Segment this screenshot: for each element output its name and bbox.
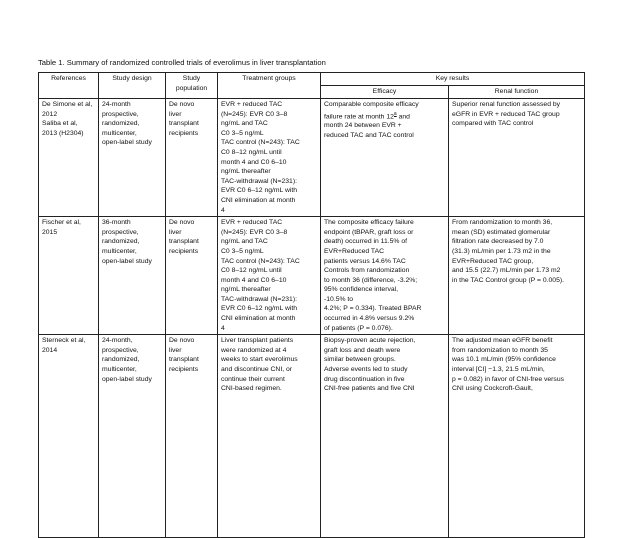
cell-line: 24-month <box>102 101 131 108</box>
cell-line: open-label study <box>102 375 152 383</box>
cell-line: month 24 between EVR + <box>324 122 402 130</box>
cell-line: Saliba et al, <box>42 120 78 128</box>
cell-line: TAC control (N=243): TAC <box>221 257 300 265</box>
cell-line: 2015 <box>42 228 58 236</box>
cell-line: The adjusted mean eGFR benefit <box>452 337 553 345</box>
cell-line: TAC control (N=243): TAC <box>221 139 300 147</box>
cell-line: randomized, <box>102 356 140 364</box>
cell-line: randomized, <box>102 238 140 246</box>
cell-line: CNI elimination at month <box>221 196 296 204</box>
cell-design <box>99 335 166 538</box>
cell-line: recipients <box>169 247 199 255</box>
cell-line: were randomized at 4 <box>221 346 287 354</box>
cell-line: De Simone et al, <box>42 101 93 108</box>
cell-line: De novo <box>169 337 195 345</box>
cell-line: graft loss and death were <box>324 346 401 354</box>
header-study-design: Study design <box>99 73 166 99</box>
cell-line: 2012 <box>42 110 58 118</box>
cell-line: EVR+Reduced TAC group, <box>452 257 534 265</box>
cell-line: open-label study <box>102 139 152 147</box>
cell-line-text: and <box>396 112 410 120</box>
cell-line: similar between groups. <box>324 356 396 364</box>
cell-line: prospective, <box>102 110 139 118</box>
header-study-population <box>166 73 218 99</box>
cell-line: TAC-withdrawal (N=231): <box>221 295 297 303</box>
cell-line: Controls from randomization <box>324 267 410 275</box>
cell-line: Biopsy-proven acute rejection, <box>324 337 416 345</box>
cell-line: CNI using Cockcroft-Gault, <box>452 385 533 393</box>
cell-line: mean (SD) estimated glomerular <box>452 228 551 236</box>
cell-line: 4.2%; P = 0.334). Treated BPAR <box>324 305 422 313</box>
cell-line: EVR + reduced TAC <box>221 219 283 227</box>
cell-line: was 10.1 mL/min (95% confidence <box>452 356 556 364</box>
header-references: References <box>39 73 99 99</box>
cell-line: 2013 (H2304) <box>42 129 84 137</box>
cell-renal <box>449 99 585 217</box>
cell-line: Adverse events led to study <box>324 366 408 374</box>
cell-line: TAC-withdrawal (N=231): <box>221 177 297 185</box>
header-renal-function: Renal function <box>449 86 585 99</box>
cell-line: from randomization to month 35 <box>452 346 548 354</box>
header-study-population-line: population <box>175 84 208 92</box>
cell-line: occurred in 4.8% versus 9.2% <box>324 315 415 323</box>
header-study-population-line: Study <box>182 75 201 82</box>
cell-efficacy <box>321 99 449 217</box>
cell-treatment <box>218 335 321 538</box>
cell-line: prospective, <box>102 228 139 236</box>
table-row <box>39 217 585 335</box>
cell-line: liver <box>169 110 182 118</box>
cell-line: EVR + reduced TAC <box>221 101 283 108</box>
cell-references <box>39 335 99 538</box>
trials-table <box>38 72 585 538</box>
cell-line: C0 3–5 ng/mL <box>221 247 264 255</box>
cell-line: drug discontinuation in five <box>324 375 405 383</box>
cell-line: randomized, <box>102 120 140 128</box>
cell-line: recipients <box>169 129 199 137</box>
cell-line: CNI elimination at month <box>221 315 296 323</box>
cell-line <box>324 110 445 122</box>
cell-line: ng/mL thereafter <box>221 168 271 176</box>
cell-design <box>99 217 166 335</box>
cell-line: patients versus 14.6% TAC <box>324 257 406 265</box>
cell-renal <box>449 335 585 538</box>
cell-line: filtration rate decreased by 7.0 <box>452 238 544 246</box>
cell-references <box>39 99 99 217</box>
cell-line: continue their current <box>221 375 285 383</box>
cell-line: The composite efficacy failure <box>324 219 414 227</box>
footnote-marker: a <box>393 110 397 117</box>
cell-line: and 15.5 (22.7) mL/min per 1.73 m2 <box>452 267 561 275</box>
cell-line: EVR+Reduced TAC <box>324 247 385 255</box>
cell-line: death) occurred in 11.5% of <box>324 238 407 246</box>
cell-line: EVR C0 6–12 ng/mL with <box>221 305 298 313</box>
cell-line: 24-month, <box>102 337 133 345</box>
cell-line: Sterneck et al, <box>42 337 86 345</box>
cell-line: transplant <box>169 120 199 128</box>
cell-treatment <box>218 217 321 335</box>
cell-population <box>166 99 218 217</box>
cell-line: From randomization to month 36, <box>452 219 553 227</box>
table-caption: Table 1. Summary of randomized controlled trials of everolimus in liver transplantation <box>38 58 326 67</box>
cell-renal <box>449 217 585 335</box>
header-efficacy: Efficacy <box>321 86 449 99</box>
cell-line: C0 8–12 ng/mL until <box>221 148 282 156</box>
cell-line: interval [CI] −1.3, 21.5 mL/min, <box>452 366 545 374</box>
cell-line: (N=245): EVR C0 3–8 <box>221 228 288 236</box>
cell-line: -10.5% to <box>324 295 354 303</box>
cell-line: Fischer et al, <box>42 219 81 227</box>
cell-line: (31.3) mL/min per 1.73 m2 in the <box>452 247 551 255</box>
cell-line: weeks to start everolimus <box>221 356 298 364</box>
cell-line: endpoint (tBPAR, graft loss or <box>324 228 414 236</box>
cell-line: De novo <box>169 101 195 108</box>
table-row <box>39 99 585 217</box>
cell-line: and discontinue CNI, or <box>221 366 293 374</box>
cell-line: 36-month <box>102 219 131 227</box>
cell-line: in the TAC Control group (P = 0.005). <box>452 276 565 284</box>
cell-line: CNI-based regimen. <box>221 385 282 393</box>
cell-efficacy <box>321 335 449 538</box>
cell-design <box>99 99 166 217</box>
cell-line: eGFR in EVR + reduced TAC group <box>452 110 560 118</box>
cell-population <box>166 217 218 335</box>
cell-line: multicenter, <box>102 247 137 255</box>
cell-line: ng/mL thereafter <box>221 286 271 294</box>
cell-treatment <box>218 99 321 217</box>
header-key-results: Key results <box>321 73 585 86</box>
cell-line: open-label study <box>102 257 152 265</box>
cell-line: C0 8–12 ng/mL until <box>221 267 282 275</box>
cell-line: compared with TAC control <box>452 120 534 128</box>
table-row <box>39 335 585 538</box>
cell-line: of patients (P = 0.076). <box>324 324 393 332</box>
cell-line: EVR C0 6–12 ng/mL with <box>221 187 298 195</box>
cell-line: month 4 and C0 6–10 <box>221 158 287 166</box>
cell-efficacy <box>321 217 449 335</box>
cell-line: 2014 <box>42 346 58 354</box>
cell-line: month 4 and C0 6–10 <box>221 276 287 284</box>
cell-line: 4 <box>221 324 225 332</box>
cell-line: liver <box>169 228 182 236</box>
cell-line: 95% confidence interval, <box>324 286 399 294</box>
header-treatment-groups: Treatment groups <box>218 73 321 99</box>
cell-line: CNI-free patients and five CNI <box>324 385 415 393</box>
cell-line: 4 <box>221 206 225 214</box>
cell-line-text: failure rate at month 12 <box>324 112 394 120</box>
cell-line: multicenter, <box>102 366 137 374</box>
cell-line: prospective, <box>102 346 139 354</box>
cell-line: ng/mL and TAC <box>221 238 268 246</box>
cell-line: p = 0.082) in favor of CNI-free versus <box>452 375 565 383</box>
cell-line: De novo <box>169 219 195 227</box>
cell-population <box>166 335 218 538</box>
cell-line: (N=245): EVR C0 3–8 <box>221 110 288 118</box>
cell-line: Liver transplant patients <box>221 337 294 345</box>
cell-line: reduced TAC and TAC control <box>324 132 414 140</box>
cell-line: C0 3–5 ng/mL <box>221 129 264 137</box>
cell-line: multicenter, <box>102 129 137 137</box>
cell-references <box>39 217 99 335</box>
cell-line: transplant <box>169 238 199 246</box>
cell-line: Superior renal function assessed by <box>452 101 561 108</box>
cell-line: ng/mL and TAC <box>221 120 268 128</box>
cell-line: transplant <box>169 356 199 364</box>
cell-line: to month 36 (difference, -3.2%; <box>324 276 418 284</box>
cell-line: liver <box>169 346 182 354</box>
cell-line: recipients <box>169 366 199 374</box>
cell-line: Comparable composite efficacy <box>324 101 419 108</box>
header-row <box>39 73 585 86</box>
